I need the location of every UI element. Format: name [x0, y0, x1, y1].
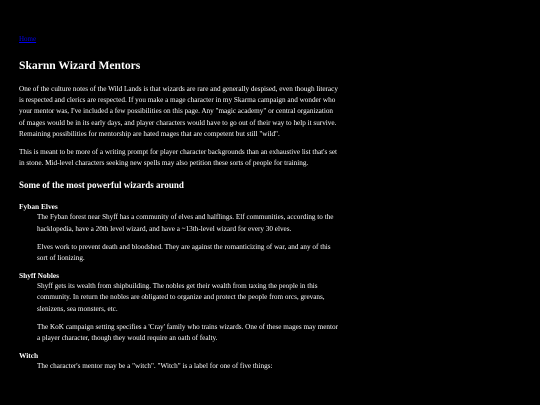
intro-paragraph-2: This is meant to be more of a writing prompt for player character backgrounds than an exhaustive list that's set in stone. Mid-level characters seeking new spells may also petition these sorts of people for training.: [19, 148, 338, 168]
definition-paragraph: Elves work to prevent death and bloodshed. They are against the romanticizing of war, and any of this sort of lionizing.: [37, 242, 331, 263]
definition-paragraph: The Fyban forest near Shyff has a community of elves and halflings. Elf communities, according to the hacklopedia, have a 20th level wizard, and have a ~13th-level wizard for every 30 elves.: [37, 213, 334, 233]
section-heading: Some of the most powerful wizards around: [19, 180, 184, 191]
term-shyff-nobles: Shyff Nobles: [19, 271, 60, 281]
definition-list: [19, 202, 340, 372]
term-witch: Witch: [19, 351, 39, 361]
page-title: Skarnn Wizard Mentors: [19, 59, 141, 72]
definition-paragraph: The KoK campaign setting specifies a 'Cray' family who trains wizards. One of these mages may mentor a player character, though they would require an oath of fealty.: [37, 322, 338, 343]
term-fyban-elves: Fyban Elves: [19, 202, 58, 212]
home-link[interactable]: Home: [19, 35, 37, 43]
definition-fyban-elves: [19, 212, 340, 264]
definition-shyff-nobles: [19, 281, 340, 344]
definition-paragraph: Shyff gets its wealth from shipbuilding. The nobles get their wealth from taxing the people in this community. In return the nobles are obligated to organize and protect the people from orcs, grevans, slenizens, sea monsters, etc.: [37, 282, 325, 313]
definition-witch: [19, 361, 340, 372]
intro-paragraph-1: One of the culture notes of the Wild Lands is that wizards are rare and generally despised, even though literacy is respected and clerics are respected. If you make a mage character in my Skarma campaign and wonder who your mentor was, I've included a few possibilities on this page. Any "magic academy" or central organization of mages would be in its early days, and player characters would have to go out of their way to help it survive. Remaining possibilities for mentorship are hated mages that are competent but still "wild".: [19, 85, 338, 138]
definition-paragraph: The character's mentor may be a "witch". "Witch" is a label for one of five things:: [37, 362, 273, 371]
